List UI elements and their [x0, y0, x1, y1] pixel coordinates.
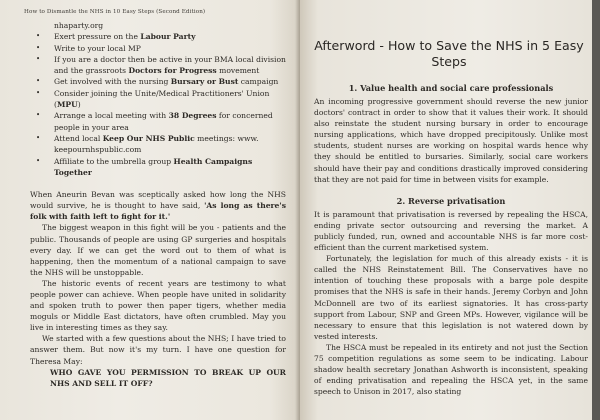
list-item [30, 76, 286, 87]
bold-text: 38 Degrees [168, 111, 217, 121]
right-body [314, 82, 588, 397]
bullet-icon: • [36, 32, 41, 41]
text-run: The historic events of recent years are testimony to what people power can achieve. When people have united in solidarity and spoken truth to power then paper tigers, whether media moguls or Middle East dictators, have often crumbled. May you live in interesting times as they say. [30, 278, 286, 333]
section-heading: 2. Reverse privatisation [396, 195, 506, 206]
paragraph [30, 333, 286, 366]
text-run: for concerned people in your area [54, 111, 273, 132]
text-run: Exert pressure on the [54, 32, 141, 42]
running-head: How to Dismantle the NHS in 10 Easy Steps (Second Edition) [24, 9, 206, 15]
paragraph [30, 278, 286, 333]
bullet-icon: • [36, 54, 41, 63]
list-item [30, 88, 286, 111]
text-run: ) [77, 100, 81, 110]
bold-text: Keep Our NHS Public [102, 133, 195, 143]
text-run: We started with a few questions about the NHS; I have tried to answer them. But now it's my turn. I have one question for Theresa May: [30, 334, 286, 366]
list-item [30, 31, 286, 42]
bold-text: 'As long as there's folk with faith left to fight for it.' [30, 201, 286, 222]
bullet-icon: • [36, 88, 41, 97]
text-run: Consider joining the Unite/Medical Practitioners' Union ( [54, 88, 270, 110]
bold-text: MPU [56, 100, 78, 110]
paragraph: Fortunately, the legislation for much of this already exists - it is called the NHS Reinstatement Bill. The Conservatives have no intention of touching these proposals with a barge pole despite promises that the NHS is safe in their hands. Jeremy Corbyn and John McDonnell are two of its earliest signatories. It has cross-party support from Labour, SNP and Green MPs. However, vigilance will be necessary to ensure that this legislation is not watered down by vested interests. [314, 254, 588, 341]
list-item [30, 54, 286, 77]
bold-text: Bursary or Bust [170, 77, 239, 87]
page-title: Afterword - How to Save the NHS in 5 Easy Steps [314, 38, 584, 69]
bold-text: Doctors for Progress [128, 66, 217, 76]
text-run: Attend local [54, 133, 103, 143]
closing-question: WHO GAVE YOU PERMISSION TO BREAK UP OUR NHS AND SELL IT OFF? [50, 367, 286, 388]
paragraph: An incoming progressive government should reverse the new junior doctors' contract in order to show that it values their work. It should also reinstate the student nursing bursary in order to encourage nursing applications, which have dropped precipitously. Unlike most students, student nurses are working on hospital wards hence why they should be entitled to bursaries. Similarly, social care workers should have their pay and conditions drastically improved considering that they are not paid for time in between visits for example. [314, 97, 588, 184]
bullet-icon: • [36, 77, 41, 86]
text-run: Get involved with the nursing [54, 77, 171, 87]
bullet-icon: • [36, 156, 41, 165]
paragraph: It is paramount that privatisation is reversed by repealing the HSCA, ending private sector outsourcing and reversing the market. A publicly funded, run, owned and accountable NHS is far more cost-efficient than the current marketised system. [314, 209, 588, 253]
list-item [30, 43, 286, 54]
text-run: campaign [238, 77, 279, 87]
paragraph [30, 222, 286, 277]
bold-text: Labour Party [140, 32, 196, 42]
text-run: nhaparty.org [54, 21, 104, 30]
text-run: The biggest weapon in this fight will be you - patients and the public. Thousands of people are using GP surgeries and hospitals every day. If we can get the word out to them of what is happening, then the momentum of a national campaign to save the NHS will be unstoppable. [30, 223, 286, 277]
list-item [30, 133, 286, 156]
text-run: meetings: www. keepournhspublic.com [54, 133, 259, 155]
text-run: Affiliate to the umbrella group [54, 156, 174, 166]
section-heading: 1. Value health and social care professionals [348, 83, 554, 93]
list-item [30, 110, 286, 133]
left-body [30, 189, 286, 367]
text-run: Arrange a local meeting with [54, 111, 169, 121]
text-run: If you are a doctor then be active in your BMA local division and the grassroots [54, 54, 286, 76]
scan-edge [592, 0, 600, 420]
text-run: When Aneurin Bevan was sceptically asked how long the NHS would survive, he is thought to have said, [30, 190, 286, 211]
paragraph: The HSCA must be repealed in its entirety and not just the Section 75 competition regulations as some seem to be indicating. Labour shadow health secretary Jonathan Ashworth is inconsistent, speaking of ending privatisation and repealing the HSCA yet, in the same speech to Unison in 2017, also stating [314, 342, 588, 397]
bullet-icon: • [36, 133, 41, 142]
text-run: Write to your local MP [54, 43, 141, 53]
list-item [30, 156, 286, 179]
text-run: movement [216, 66, 260, 76]
action-list [30, 20, 286, 178]
paragraph [30, 189, 286, 222]
bullet-icon: • [36, 43, 41, 52]
bullet-icon: • [36, 111, 41, 120]
list-item [30, 20, 286, 31]
right-page [300, 0, 600, 420]
bold-text: Health Campaigns Together [54, 156, 253, 177]
